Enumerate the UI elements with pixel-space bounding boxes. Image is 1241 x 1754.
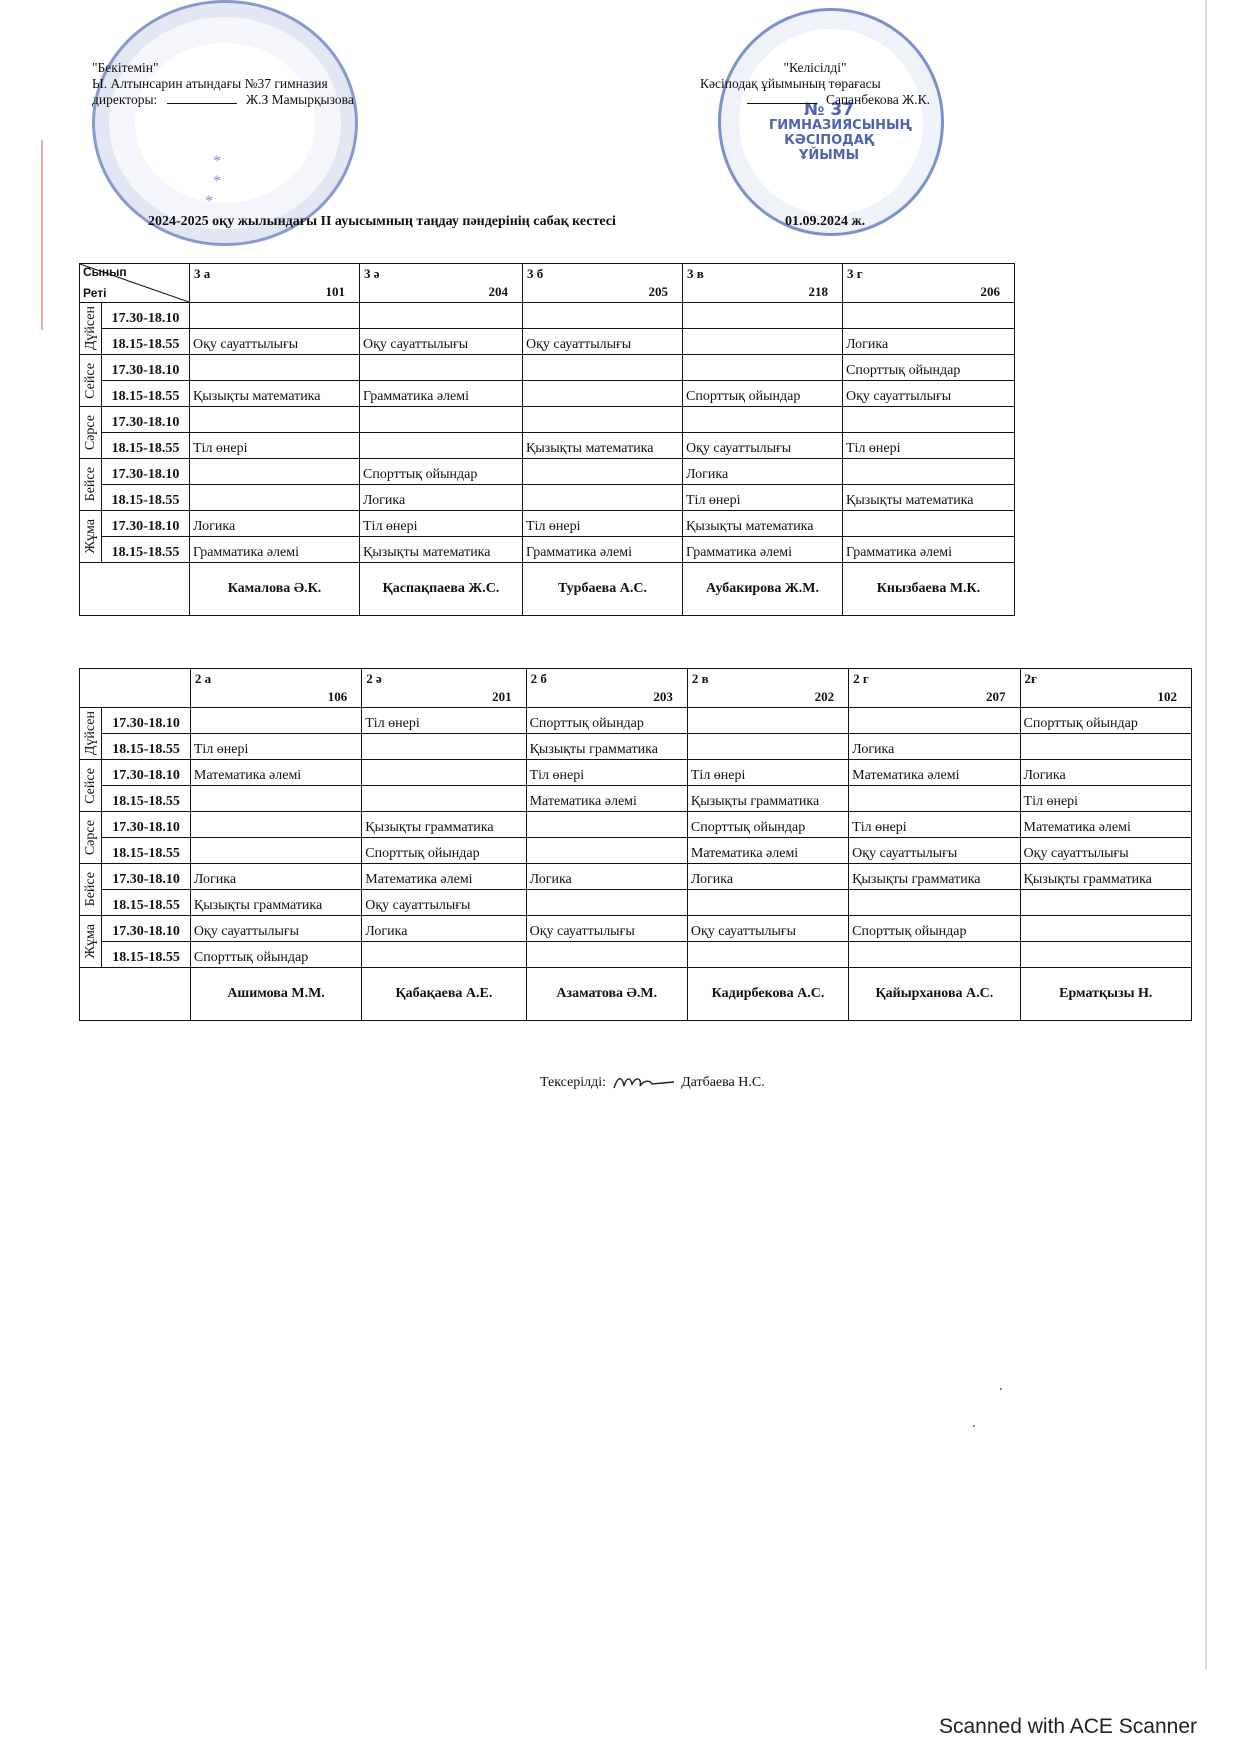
- day-label: Бейсе: [83, 467, 98, 502]
- room-number: 207: [986, 689, 1006, 704]
- lesson-cell: Оқу сауаттылығы: [362, 890, 526, 916]
- approval-school-line: Ы. Алтынсарин атындағы №37 гимназия: [92, 76, 328, 91]
- lesson-cell: Тіл өнері: [523, 511, 683, 537]
- lesson-cell: [360, 433, 523, 459]
- lesson-cell: [849, 708, 1020, 734]
- lesson-cell: Математика әлемі: [849, 760, 1020, 786]
- time-slot: 18.15-18.55: [102, 838, 191, 864]
- room-number: 202: [814, 689, 835, 704]
- lesson-cell: Спорттық ойындар: [362, 838, 526, 864]
- day-label: Бейсе: [83, 872, 98, 907]
- lesson-cell: Математика әлемі: [1020, 812, 1191, 838]
- lesson-cell: Қызықты математика: [360, 537, 523, 563]
- lesson-cell: Математика әлемі: [687, 838, 848, 864]
- lesson-cell: Оқу сауаттылығы: [1020, 838, 1191, 864]
- school-seal-stamp: [92, 0, 358, 246]
- lesson-cell: [849, 786, 1020, 812]
- page-edge: [1205, 0, 1207, 1670]
- lesson-cell: Оқу сауаттылығы: [843, 381, 1015, 407]
- room-number: 205: [648, 284, 668, 299]
- lesson-cell: [190, 812, 361, 838]
- time-slot: 18.15-18.55: [102, 890, 191, 916]
- class-header: [687, 669, 848, 708]
- lesson-cell: [362, 942, 526, 968]
- class-header: [849, 669, 1020, 708]
- room-number: 204: [488, 284, 508, 299]
- lesson-cell: [362, 760, 526, 786]
- time-slot: 17.30-18.10: [102, 459, 190, 485]
- room-number: 218: [808, 284, 828, 299]
- lesson-cell: Тіл өнері: [687, 760, 848, 786]
- union-signature: [747, 103, 817, 104]
- time-slot: 17.30-18.10: [102, 812, 191, 838]
- day-label: Сәрсе: [83, 819, 98, 856]
- table-row: [80, 812, 1192, 838]
- lesson-cell: [683, 407, 843, 433]
- teacher-name: Кадирбекова А.С.: [687, 968, 848, 1021]
- lesson-cell: [683, 329, 843, 355]
- lesson-cell: Қызықты грамматика: [849, 864, 1020, 890]
- time-slot: 17.30-18.10: [102, 407, 190, 433]
- lesson-cell: [190, 786, 361, 812]
- day-label: Дүйсен: [83, 306, 98, 351]
- table-row: [80, 537, 1015, 563]
- lesson-cell: Оқу сауаттылығы: [190, 329, 360, 355]
- lesson-cell: [190, 355, 360, 381]
- lesson-cell: Қызықты грамматика: [1020, 864, 1191, 890]
- day-label-cell: [80, 511, 102, 563]
- class-header: [190, 669, 361, 708]
- lesson-cell: [523, 303, 683, 329]
- corner-label-class: Сынып: [83, 265, 127, 279]
- teacher-name: Қаспақпаева Ж.С.: [360, 563, 523, 616]
- header-row: [80, 264, 1015, 303]
- lesson-cell: [523, 459, 683, 485]
- class-header: [523, 264, 683, 303]
- time-slot: 17.30-18.10: [102, 355, 190, 381]
- table-row: [80, 485, 1015, 511]
- document-date: 01.09.2024 ж.: [785, 214, 866, 229]
- class-name: 3 б: [527, 266, 544, 281]
- lesson-cell: [687, 942, 848, 968]
- schedule-table-grade3: [79, 263, 1015, 616]
- table-row: [80, 786, 1192, 812]
- lesson-cell: Тіл өнері: [190, 734, 361, 760]
- lesson-cell: [362, 734, 526, 760]
- day-label-cell: [80, 864, 102, 916]
- class-name: 2ғ: [1024, 671, 1037, 686]
- union-seal-text: № 37 ГИМНАЗИЯСЫНЫҢ КӘСІПОДАҚ ҰЙЫМЫ: [769, 100, 912, 163]
- teacher-row-label: [80, 563, 190, 616]
- lesson-cell: [523, 485, 683, 511]
- lesson-cell: Оқу сауаттылығы: [190, 916, 361, 942]
- class-name: 2 ә: [366, 671, 382, 686]
- director-signature: [167, 103, 237, 104]
- lesson-cell: Тіл өнері: [362, 708, 526, 734]
- lesson-cell: Тіл өнері: [190, 433, 360, 459]
- lesson-cell: Логика: [526, 864, 687, 890]
- lesson-cell: Математика әлемі: [362, 864, 526, 890]
- time-slot: 18.15-18.55: [102, 537, 190, 563]
- lesson-cell: Спорттық ойындар: [1020, 708, 1191, 734]
- class-name: 3 ә: [364, 266, 380, 281]
- class-header: [683, 264, 843, 303]
- approval-block-right: [700, 60, 930, 108]
- lesson-cell: [360, 355, 523, 381]
- lesson-cell: Логика: [849, 734, 1020, 760]
- agreed-name-line: Сапанбекова Ж.К.: [700, 92, 930, 108]
- lesson-cell: [523, 381, 683, 407]
- checked-by-line: Тексерілді: Датбаева Н.С.: [540, 1072, 765, 1094]
- day-label-cell: [80, 459, 102, 511]
- lesson-cell: [1020, 942, 1191, 968]
- lesson-cell: Қызықты математика: [843, 485, 1015, 511]
- lesson-cell: Қызықты математика: [523, 433, 683, 459]
- lesson-cell: Оқу сауаттылығы: [683, 433, 843, 459]
- table-row: [80, 708, 1192, 734]
- lesson-cell: [843, 511, 1015, 537]
- lesson-cell: Қызықты грамматика: [190, 890, 361, 916]
- teacher-name: Азаматова Ә.М.: [526, 968, 687, 1021]
- teacher-name: Ашимова М.М.: [190, 968, 361, 1021]
- scanner-watermark: Scanned with ACE Scanner: [939, 1715, 1197, 1738]
- time-slot: 18.15-18.55: [102, 329, 190, 355]
- corner-label-order: Реті: [83, 286, 107, 300]
- lesson-cell: Оқу сауаттылығы: [526, 916, 687, 942]
- document-title: 2024-2025 оқу жылындағы II ауысымның таңдау пәндерінің сабақ кестесі: [148, 214, 616, 229]
- lesson-cell: Логика: [843, 329, 1015, 355]
- lesson-cell: Қызықты грамматика: [687, 786, 848, 812]
- class-header: [190, 264, 360, 303]
- time-slot: 18.15-18.55: [102, 433, 190, 459]
- day-label-cell: [80, 708, 102, 760]
- lesson-cell: Спорттық ойындар: [843, 355, 1015, 381]
- lesson-cell: Оқу сауаттылығы: [687, 916, 848, 942]
- checker-signature: [610, 1072, 678, 1094]
- agreed-heading: "Келісілді": [783, 60, 847, 75]
- lesson-cell: Спорттық ойындар: [526, 708, 687, 734]
- teacher-name: Камалова Ә.К.: [190, 563, 360, 616]
- table-row: [80, 511, 1015, 537]
- lesson-cell: [849, 890, 1020, 916]
- lesson-cell: [843, 303, 1015, 329]
- lesson-cell: [687, 890, 848, 916]
- lesson-cell: [526, 890, 687, 916]
- table-row: [80, 890, 1192, 916]
- table-row: [80, 459, 1015, 485]
- table-row: [80, 303, 1015, 329]
- class-header: [526, 669, 687, 708]
- teacher-row: [80, 563, 1015, 616]
- lesson-cell: Спорттық ойындар: [687, 812, 848, 838]
- lesson-cell: [843, 459, 1015, 485]
- class-header: [360, 264, 523, 303]
- class-name: 2 в: [691, 671, 709, 686]
- teacher-name: Ерматқызы Н.: [1020, 968, 1191, 1021]
- lesson-cell: [190, 459, 360, 485]
- lesson-cell: [190, 485, 360, 511]
- lesson-cell: Қызықты грамматика: [526, 734, 687, 760]
- lesson-cell: Қызықты математика: [190, 381, 360, 407]
- day-label-cell: [80, 355, 102, 407]
- room-number: 201: [492, 689, 512, 704]
- lesson-cell: Грамматика әлемі: [843, 537, 1015, 563]
- table-row: [80, 381, 1015, 407]
- lesson-cell: Спорттық ойындар: [190, 942, 361, 968]
- teacher-name: Аубакирова Ж.М.: [683, 563, 843, 616]
- lesson-cell: [190, 708, 361, 734]
- day-label: Дүйсен: [83, 711, 98, 756]
- lesson-cell: [190, 407, 360, 433]
- time-slot: 17.30-18.10: [102, 864, 191, 890]
- lesson-cell: [526, 942, 687, 968]
- lesson-cell: Грамматика әлемі: [523, 537, 683, 563]
- scan-margin-mark: [41, 140, 43, 330]
- scan-speck: [1000, 1388, 1002, 1390]
- seal-star-icon: *: [205, 193, 213, 210]
- lesson-cell: Математика әлемі: [190, 760, 361, 786]
- approval-director-line: директоры: Ж.З Мамырқызова: [92, 92, 354, 107]
- table-row: [80, 355, 1015, 381]
- lesson-cell: Грамматика әлемі: [360, 381, 523, 407]
- lesson-cell: [190, 303, 360, 329]
- approval-block-left: [92, 60, 354, 108]
- room-number: 102: [1157, 689, 1177, 704]
- table-row: [80, 760, 1192, 786]
- table-row: [80, 942, 1192, 968]
- table-row: [80, 433, 1015, 459]
- day-label: Жұма: [83, 924, 98, 959]
- teacher-name: Қайырханова А.С.: [849, 968, 1020, 1021]
- lesson-cell: Қызықты математика: [683, 511, 843, 537]
- header-corner: [80, 264, 190, 303]
- lesson-cell: [523, 355, 683, 381]
- table-row: [80, 864, 1192, 890]
- day-label-cell: [80, 303, 102, 355]
- lesson-cell: Тіл өнері: [360, 511, 523, 537]
- lesson-cell: Тіл өнері: [1020, 786, 1191, 812]
- lesson-cell: Логика: [683, 459, 843, 485]
- seal-star-icon: *: [213, 173, 221, 190]
- lesson-cell: Спорттық ойындар: [683, 381, 843, 407]
- time-slot: 17.30-18.10: [102, 511, 190, 537]
- lesson-cell: Тіл өнері: [849, 812, 1020, 838]
- class-name: 3 в: [687, 266, 704, 281]
- time-slot: 18.15-18.55: [102, 786, 191, 812]
- lesson-cell: Тіл өнері: [843, 433, 1015, 459]
- lesson-cell: Спорттық ойындар: [849, 916, 1020, 942]
- time-slot: 17.30-18.10: [102, 708, 191, 734]
- header-row: [80, 669, 1192, 708]
- lesson-cell: Логика: [360, 485, 523, 511]
- class-name: 3 а: [194, 266, 211, 281]
- lesson-cell: Грамматика әлемі: [683, 537, 843, 563]
- time-slot: 17.30-18.10: [102, 916, 191, 942]
- lesson-cell: [1020, 916, 1191, 942]
- time-slot: 18.15-18.55: [102, 734, 191, 760]
- lesson-cell: Қызықты грамматика: [362, 812, 526, 838]
- lesson-cell: [687, 734, 848, 760]
- day-label: Сейсе: [83, 767, 98, 804]
- table-row: [80, 838, 1192, 864]
- time-slot: 18.15-18.55: [102, 485, 190, 511]
- lesson-cell: [687, 708, 848, 734]
- day-label-cell: [80, 812, 102, 864]
- table-row: [80, 734, 1192, 760]
- lesson-cell: Логика: [1020, 760, 1191, 786]
- class-header: [1020, 669, 1191, 708]
- lesson-cell: [190, 838, 361, 864]
- lesson-cell: [523, 407, 683, 433]
- teacher-name: Турбаева А.С.: [523, 563, 683, 616]
- lesson-cell: Логика: [190, 864, 361, 890]
- lesson-cell: [360, 407, 523, 433]
- scan-speck: [973, 1425, 975, 1427]
- lesson-cell: [849, 942, 1020, 968]
- lesson-cell: Спорттық ойындар: [360, 459, 523, 485]
- union-seal-stamp: [718, 8, 944, 236]
- class-name: 2 г: [853, 671, 869, 686]
- lesson-cell: Оқу сауаттылығы: [360, 329, 523, 355]
- room-number: 206: [980, 284, 1000, 299]
- teacher-row-label: [80, 968, 191, 1021]
- lesson-cell: Тіл өнері: [683, 485, 843, 511]
- teacher-name: Кнызбаева М.К.: [843, 563, 1015, 616]
- lesson-cell: [843, 407, 1015, 433]
- class-header: [843, 264, 1015, 303]
- lesson-cell: [1020, 890, 1191, 916]
- table-row: [80, 407, 1015, 433]
- header-corner: [80, 669, 191, 708]
- day-label: Жұма: [83, 519, 98, 554]
- lesson-cell: [526, 838, 687, 864]
- lesson-cell: [362, 786, 526, 812]
- approval-heading: "Бекітемін": [92, 60, 159, 75]
- class-name: 3 г: [847, 266, 863, 281]
- teacher-name: Қабақаева А.Е.: [362, 968, 526, 1021]
- time-slot: 17.30-18.10: [102, 303, 190, 329]
- class-name: 2 б: [530, 671, 547, 686]
- day-label: Сейсе: [83, 362, 98, 399]
- lesson-cell: Логика: [190, 511, 360, 537]
- lesson-cell: Оқу сауаттылығы: [523, 329, 683, 355]
- time-slot: 18.15-18.55: [102, 381, 190, 407]
- lesson-cell: Логика: [687, 864, 848, 890]
- lesson-cell: [360, 303, 523, 329]
- day-label-cell: [80, 760, 102, 812]
- time-slot: 18.15-18.55: [102, 942, 191, 968]
- seal-star-icon: *: [213, 153, 221, 170]
- lesson-cell: [683, 303, 843, 329]
- lesson-cell: Тіл өнері: [526, 760, 687, 786]
- class-header: [362, 669, 526, 708]
- room-number: 106: [327, 689, 348, 704]
- lesson-cell: [526, 812, 687, 838]
- lesson-cell: Грамматика әлемі: [190, 537, 360, 563]
- room-number: 101: [325, 284, 345, 299]
- lesson-cell: Математика әлемі: [526, 786, 687, 812]
- day-label-cell: [80, 407, 102, 459]
- table-row: [80, 916, 1192, 942]
- agreed-position-line: Кәсіподақ ұйымының төрағасы: [700, 76, 881, 91]
- teacher-row: [80, 968, 1192, 1021]
- lesson-cell: [683, 355, 843, 381]
- table-row: [80, 329, 1015, 355]
- schedule-table-grade2: [79, 668, 1192, 1021]
- lesson-cell: [1020, 734, 1191, 760]
- lesson-cell: Логика: [362, 916, 526, 942]
- day-label: Сәрсе: [83, 414, 98, 451]
- lesson-cell: Оқу сауаттылығы: [849, 838, 1020, 864]
- day-label-cell: [80, 916, 102, 968]
- class-name: 2 а: [194, 671, 212, 686]
- time-slot: 17.30-18.10: [102, 760, 191, 786]
- room-number: 203: [653, 689, 673, 704]
